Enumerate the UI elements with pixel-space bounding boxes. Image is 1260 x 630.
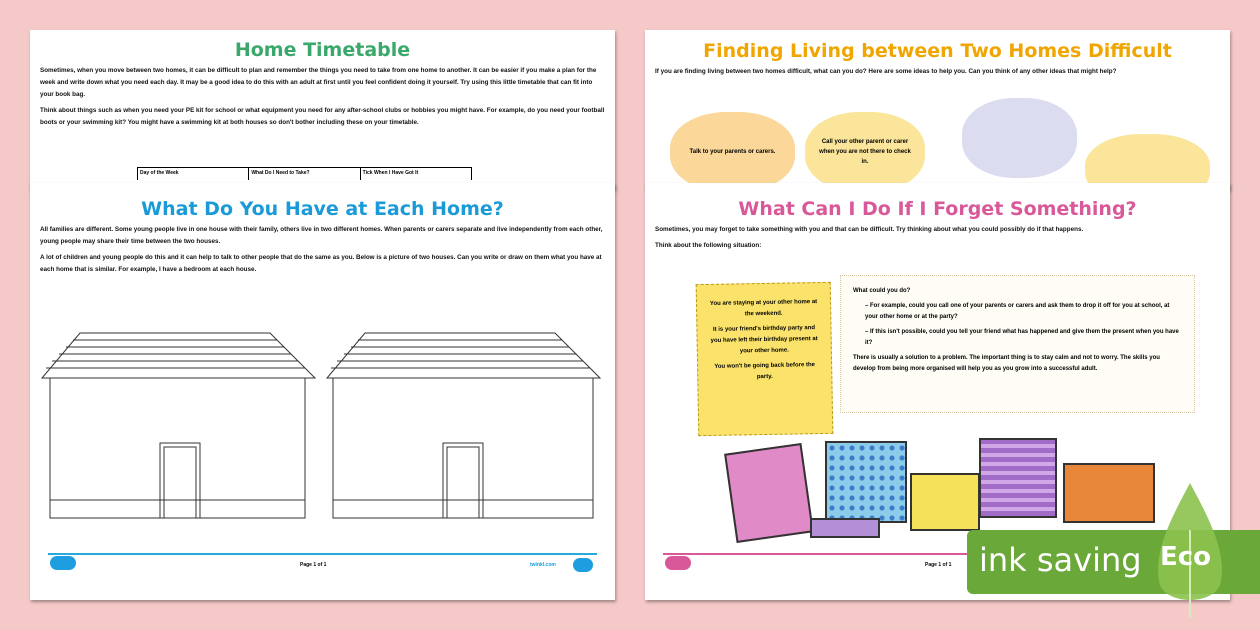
house-right: [327, 333, 600, 518]
page-number: Page 1 of 1: [300, 562, 327, 568]
house-left: [42, 333, 315, 518]
pink-bag: [724, 443, 814, 543]
table-header: Tick When I Have Got It: [362, 170, 419, 176]
bullet: – If this isn't possible, could you tell your friend what has happened and give them the present when you have it?: [865, 329, 1179, 346]
idea-cloud-empty: [962, 98, 1077, 178]
paragraph: Think about the following situation:: [655, 242, 762, 249]
note-line: It is your friend's birthday party and you have left their birthday present at your other home.: [710, 325, 818, 355]
page-number: Page 1 of 1: [925, 562, 952, 568]
each-home-page: [30, 183, 615, 600]
twinkl-logo: [665, 556, 691, 570]
idea-cloud: Talk to your parents or carers.: [670, 112, 795, 190]
two-houses-illustration: [40, 328, 605, 523]
note-line: You are staying at your other home at the weekend.: [709, 299, 818, 318]
bullet: – For example, could you call one of your parents or carers and ask them to drop it off for you at school, at your other home or at the party?: [865, 303, 1170, 320]
paragraph: Think about things such as when you need your PE kit for school or what equipment you need for any after-school clubs or hobbies you might have. For example, do you need your football boots or your swimming kit? You might have a swimming kit at both houses so don't bother including these on your timetable.: [40, 107, 605, 126]
box-heading: What could you do?: [853, 288, 911, 294]
sticky-note: [696, 282, 834, 436]
twinkl-logo: [50, 556, 76, 570]
page-title: Home Timetable: [234, 39, 411, 61]
purple-box: [810, 518, 880, 538]
home-timetable-page: [30, 30, 615, 190]
timetable-table: [137, 167, 472, 180]
note-line: You won't be going back before the party.: [714, 362, 815, 381]
table-header: What Do I Need to Take?: [249, 168, 360, 180]
paragraph: Sometimes, you may forget to take something with you and that can be difficult. Try thinking about what you could possibly do if that happens.: [655, 226, 1084, 233]
page-title: Finding Living between Two Homes Difficult: [703, 40, 1172, 62]
bullet-text: If this isn't possible, could you tell your friend what has happened and give them the present when you have it?: [865, 329, 1179, 346]
table-header: Day of the Week: [138, 168, 249, 180]
living-difficult-page: [645, 30, 1230, 190]
page-title: What Do You Have at Each Home?: [141, 198, 504, 220]
eco-label: Eco: [1160, 542, 1212, 572]
footer-line: [48, 553, 597, 555]
paragraph: All families are different. Some young people live in one house with their family, others live in two different homes. When parents or carers separate and live independently from each other, young people may share their time between the two houses.: [40, 226, 603, 245]
bullet-text: For example, could you call one of your parents or carers and ask them to drop it off for you at school, at your other home or at the party?: [865, 303, 1170, 320]
twinkl-logo-right: [573, 558, 593, 572]
footer-site: twinkl.com: [530, 562, 556, 568]
orange-gift: [1063, 463, 1155, 523]
blue-bag: [825, 441, 907, 523]
idea-cloud-empty: [1085, 134, 1210, 190]
striped-bag: [979, 438, 1057, 518]
box-paragraph: There is usually a solution to a problem. The important thing is to stay calm and not to worry. The skills you develop from being more organised will help you as you grow into a successful adult.: [853, 355, 1160, 372]
badge-text: ink saving: [979, 541, 1142, 579]
idea-cloud: Call your other parent or carer when you are not there to check in.: [805, 112, 925, 190]
answer-box: [840, 275, 1195, 413]
paragraph: If you are finding living between two homes difficult, what can you do? Here are some ideas to help you. Can you think of any other ideas that might help?: [655, 68, 1117, 75]
paragraph: A lot of children and young people do this and it can help to talk to other people that do the same as you. Below is a picture of two houses. Can you write or draw on them what you have at each home that is similar. For example, I have a bedroom at each house.: [40, 254, 602, 273]
page-title: What Can I Do If I Forget Something?: [738, 198, 1137, 220]
paragraph: Sometimes, when you move between two homes, it can be difficult to plan and remember the things you need to take from one home to another. It can be easier if you make a plan for the week and write down what you need each day. It may be a good idea to do this with an adult at first until you feel confident doing it yourself. Try using this little timetable that can fit into your book bag.: [40, 67, 597, 98]
yellow-gift: [910, 473, 980, 531]
